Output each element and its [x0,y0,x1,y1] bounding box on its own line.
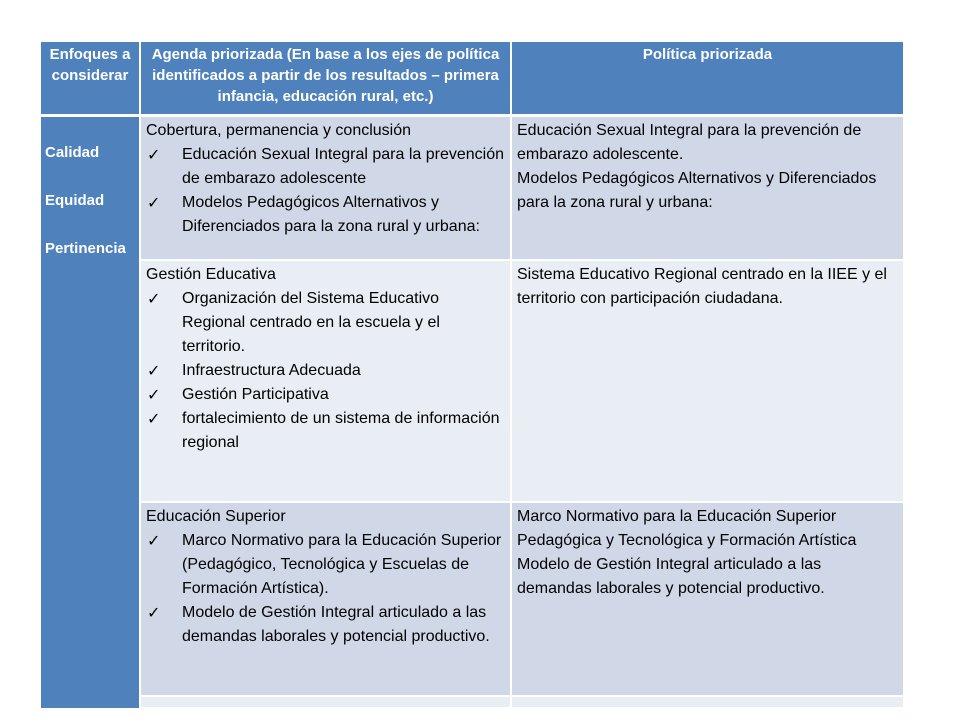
policy-agenda-table [41,42,903,709]
checkmark-icon: ✓ [147,193,161,212]
agenda-section-title: Cobertura, permanencia y conclusión [146,122,412,139]
approach-equidad: Equidad [45,192,105,209]
agenda-cell [140,260,511,502]
agenda-list [146,287,505,455]
list-item-text: fortalecimiento de un sistema de información regional [182,410,500,451]
approaches-cell [41,116,140,709]
agenda-list [146,143,505,239]
checkmark-icon: ✓ [147,145,161,164]
list-item-text: Marco Normativo para la Educación Superior (Pedagógico, Tecnológica y Escuelas de Formación Artística). [182,532,502,597]
policy-cell [511,116,903,261]
table-row [41,260,903,502]
list-item [146,601,505,649]
list-item-text: Modelos Pedagógicos Alternativos y Diferenciados para la zona rural y urbana: [182,194,480,235]
empty-cell [140,696,511,708]
list-item [146,383,505,407]
header-row [41,42,903,116]
list-item-text: Modelo de Gestión Integral articulado a las demandas laborales y potencial productivo. [182,604,490,645]
header-agenda: Agenda priorizada (En base a los ejes de política identificados a partir de los resultados – primera infancia, educación rural, etc.) [140,42,511,116]
agenda-list [146,529,505,649]
list-item-text: Educación Sexual Integral para la prevención de embarazo adolescente [182,146,504,187]
list-item [146,191,505,239]
approach-pertinencia: Pertinencia [45,240,126,257]
header-policy: Política priorizada [511,42,903,116]
header-approaches: Enfoques a considerar [41,42,140,116]
approach-calidad: Calidad [45,144,100,161]
checkmark-icon: ✓ [147,409,161,428]
list-item [146,359,505,383]
agenda-cell [140,502,511,696]
table-row [41,116,903,261]
policy-text: Modelos Pedagógicos Alternativos y Diferenciados para la zona rural y urbana: [517,170,877,211]
checkmark-icon: ✓ [147,531,161,550]
agenda-cell [140,116,511,261]
list-item [146,407,505,455]
policy-text: Modelo de Gestión Integral articulado a las demandas laborales y potencial productivo. [517,556,825,597]
list-item-text: Infraestructura Adecuada [182,362,361,379]
policy-cell [511,502,903,696]
table-row-empty [41,696,903,708]
checkmark-icon: ✓ [147,385,161,404]
table-row [41,502,903,696]
policy-text: Sistema Educativo Regional centrado en la IIEE y el territorio con participación ciudadana. [517,266,887,307]
list-item-text: Organización del Sistema Educativo Regional centrado en la escuela y el territorio. [182,290,440,355]
agenda-section-title: Educación Superior [146,508,286,525]
policy-text: Educación Sexual Integral para la prevención de embarazo adolescente. [517,122,862,163]
checkmark-icon: ✓ [147,361,161,380]
policy-text: Marco Normativo para la Educación Superior Pedagógica y Tecnológica y Formación Artística [517,508,857,549]
empty-cell [511,696,903,708]
agenda-section-title: Gestión Educativa [146,266,276,283]
list-item-text: Gestión Participativa [182,386,329,403]
checkmark-icon: ✓ [147,603,161,622]
list-item [146,529,505,601]
list-item [146,287,505,359]
policy-cell [511,260,903,502]
list-item [146,143,505,191]
checkmark-icon: ✓ [147,289,161,308]
